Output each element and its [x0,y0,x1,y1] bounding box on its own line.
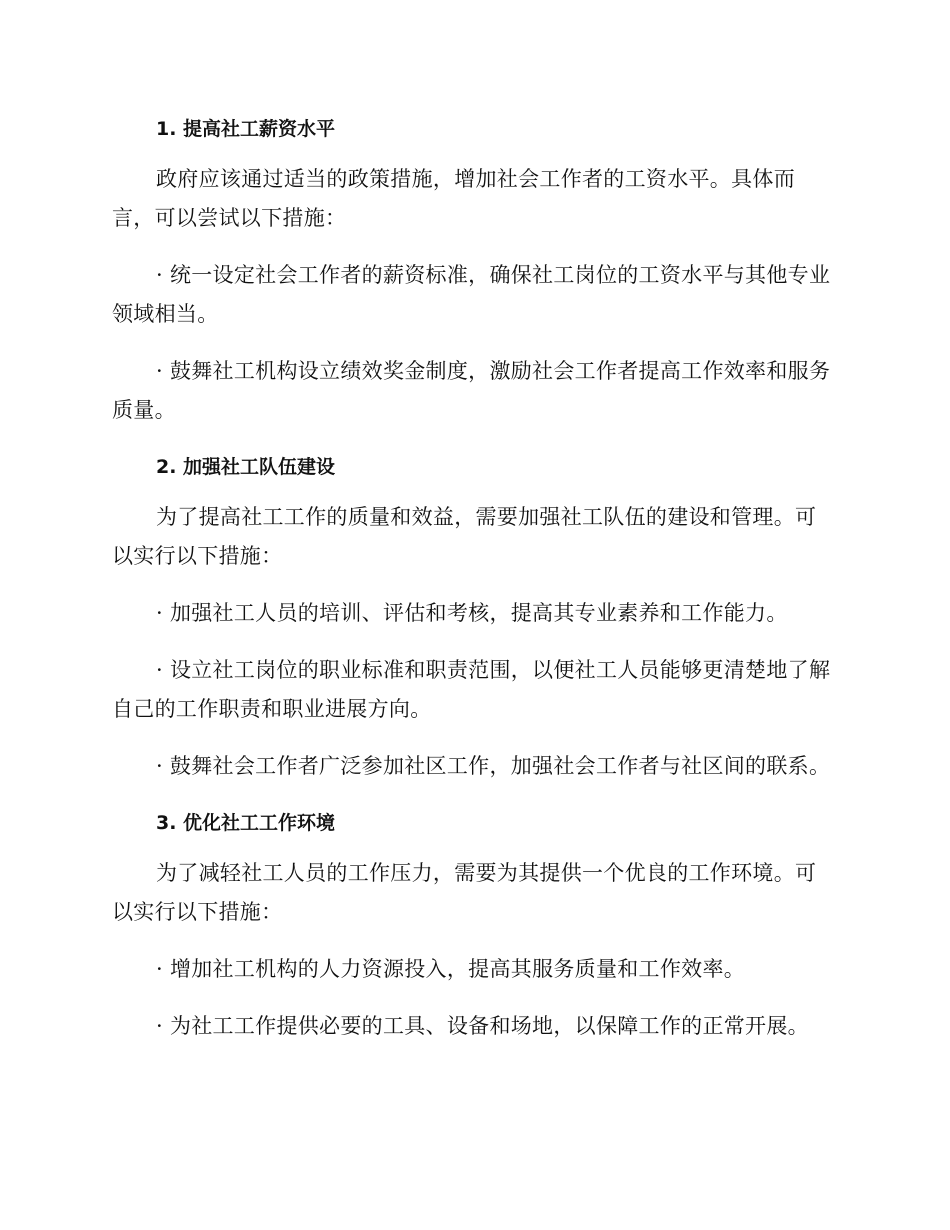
bullet-item: · 增加社工机构的人力资源投入，提高其服务质量和工作效率。 [156,957,746,981]
bullet-item: · 鼓舞社工机构设立绩效奖金制度，激励社会工作者提高工作效率和服务质量。 [112,359,831,422]
section-heading: 1. 提高社工薪资水平 [156,118,336,140]
section-intro: 为了提高社工工作的质量和效益，需要加强社工队伍的建设和管理。可以实行以下措施： [112,505,817,568]
bullet-item: · 统一设定社会工作者的薪资标准，确保社工岗位的工资水平与其他专业领域相当。 [112,263,831,326]
section-intro: 政府应该通过适当的政策措施，增加社会工作者的工资水平。具体而言，可以尝试以下措施： [112,167,795,230]
section-3 [112,804,832,1046]
section-2 [112,448,832,804]
section-heading: 2. 加强社工队伍建设 [156,456,336,478]
bullet-item: · 为社工工作提供必要的工具、设备和场地，以保障工作的正常开展。 [156,1014,809,1038]
section-heading: 3. 优化社工工作环境 [156,812,336,834]
bullet-item: · 鼓舞社会工作者广泛参加社区工作，加强社会工作者与社区间的联系。 [156,754,831,778]
bullet-item: · 加强社工人员的培训、评估和考核，提高其专业素养和工作能力。 [156,601,788,625]
bullet-item: · 设立社工岗位的职业标准和职责范围，以便社工人员能够更清楚地了解自己的工作职责和职业进展方向。 [112,658,831,721]
section-1 [112,110,832,448]
section-intro: 为了减轻社工人员的工作压力，需要为其提供一个优良的工作环境。可以实行以下措施： [112,861,817,924]
document-body [112,110,832,1046]
